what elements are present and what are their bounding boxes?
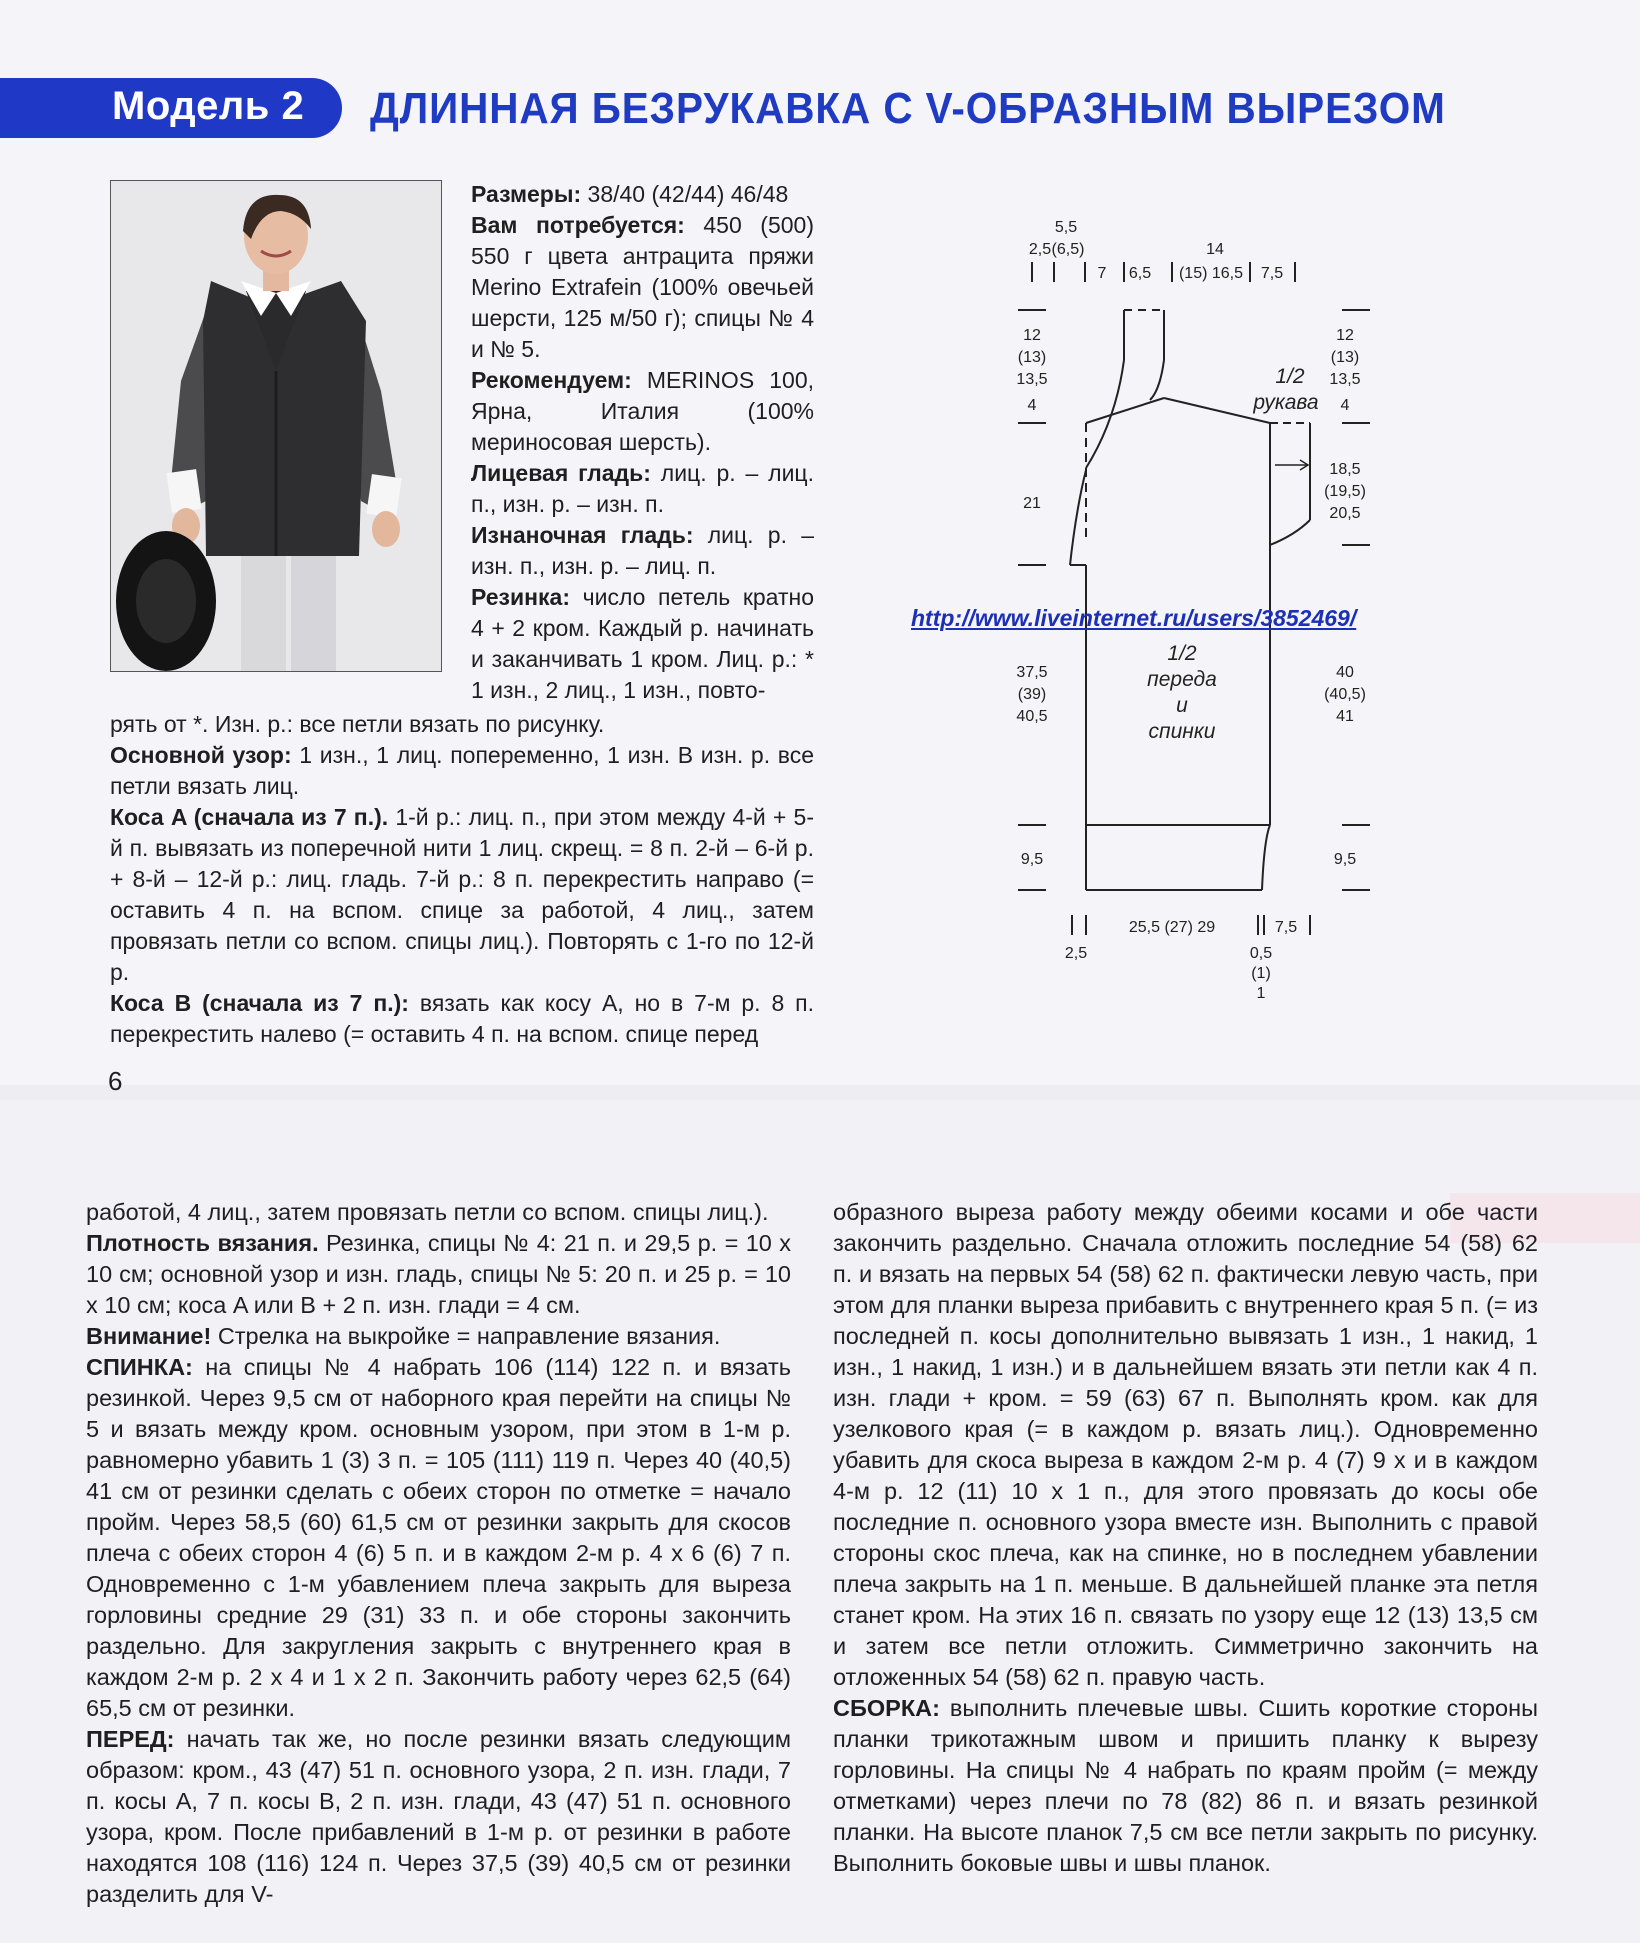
intro-column xyxy=(471,179,814,706)
dim-top-2-5: 2,5 xyxy=(1028,241,1052,258)
front-value: начать так же, но после резинки вязать следующим образом: кром., 43 (47) 51 п. основного узора, 2 п. изн. глади, 7 п. косы A, 7 п. косы B, 2 п. изн. глади, 43 (47) 51 п. основного узора, кром. После прибавлений в 1-м р. от резинки в работе находятся 108 (116) 124 п. Через 37,5 (39) 40,5 см от резинки разделить для V- xyxy=(86,1726,791,1907)
dim-right-20-5: 20,5 xyxy=(1329,505,1361,522)
dim-top-14: 14 xyxy=(1206,241,1224,258)
dim-right-18-5: 18,5 xyxy=(1329,461,1361,478)
back-paragraph xyxy=(86,1352,791,1724)
purl-stitch-value: лиц. р. – изн. п., изн. р. – лиц. п. xyxy=(471,522,814,579)
dim-right-40-5: (40,5) xyxy=(1324,686,1366,703)
dim-top-7: 7 xyxy=(1097,265,1107,282)
attention-value: Стрелка на выкройке = направление вязания. xyxy=(211,1323,721,1349)
dim-right-40: 40 xyxy=(1336,664,1354,681)
dim-right-41: 41 xyxy=(1336,708,1354,725)
body-label-and: и xyxy=(1176,694,1188,717)
density-value: Резинка, спицы № 4: 21 п. и 29,5 р. = 10 x 10 см; основной узор и изн. гладь, спицы № 5: 20 п. и 25 р. = 10 x 10 см; коса A или B + 2 п. изн. глади = 4 см. xyxy=(86,1230,791,1318)
sleeve-label-fraction: 1/2 xyxy=(1275,365,1305,388)
dim-top-7-5: 7,5 xyxy=(1260,265,1284,282)
dim-left-12: 12 xyxy=(1023,327,1041,344)
cable-a-line xyxy=(110,802,814,988)
carryover-line: работой, 4 лиц., затем провязать петли со вспом. спицы лиц.). xyxy=(86,1199,769,1225)
rib-cont-line: рять от *. Изн. р.: все петли вязать по рисунку. xyxy=(110,711,605,737)
dim-right-13-5: 13,5 xyxy=(1329,371,1361,388)
intro-continued xyxy=(110,709,814,1050)
assembly-paragraph xyxy=(833,1693,1538,1879)
model-label: Модель 2 xyxy=(112,84,305,128)
dim-left-39: (39) xyxy=(1017,686,1047,703)
sizes-value: 38/40 (42/44) 46/48 xyxy=(581,181,789,207)
dim-bottom-2-5: 2,5 xyxy=(1064,945,1088,962)
body-label-back: спинки xyxy=(1148,720,1216,743)
attention-paragraph xyxy=(86,1321,791,1352)
dim-right-4: 4 xyxy=(1340,397,1350,414)
main-pattern-line xyxy=(110,740,814,802)
dim-bottom-0-5: 0,5 xyxy=(1249,945,1273,962)
dim-left-13-5: 13,5 xyxy=(1016,371,1048,388)
dim-bottom-1: 1 xyxy=(1256,985,1266,1002)
rib-label: Резинка: xyxy=(471,584,570,610)
dim-left-13: (13) xyxy=(1017,349,1047,366)
need-value: 450 (500) 550 г цвета антрацита пряжи Merino Extrafein (100% овечьей шерсти, 125 м/50 г); спицы № 4 и № 5. xyxy=(471,212,814,362)
recommend-line xyxy=(471,365,814,458)
instructions-right-column xyxy=(833,1197,1538,1879)
dim-left-40-5: 40,5 xyxy=(1016,708,1048,725)
main-pattern-value: 1 изн., 1 лиц. попеременно, 1 изн. В изн. р. все петли вязать лиц. xyxy=(110,742,814,799)
back-value: на спицы № 4 набрать 106 (114) 122 п. и вязать резинкой. Через 9,5 см от наборного края перейти на спицы № 5 и вязать между кром. основным узором, при этом в 1-м р. равномерно убавить 1 (3) 3 п. = 105 (111) 119 п. Через 40 (40,5) 41 см от резинки сделать с обеих сторон по отметке = начало пройм. Через 58,5 (60) 61,5 см от резинки закрыть для скосов плеча с обеих сторон 4 (6) 5 п. и в каждом 2-м р. 4 x 6 (6) 7 п. Одновременно с 1-м убавлением плеча закрыть для выреза горловины средние 29 (31) 33 п. и обе стороны закончить раздельно. Для закругления закрыть с внутреннего края в каждом 2-м р. 2 x 4 и 1 x 2 п. Закончить работу через 62,5 (64) 65,5 см от резинки. xyxy=(86,1354,791,1721)
dim-bottom-1p: (1) xyxy=(1251,965,1271,982)
sizes-line xyxy=(471,179,814,210)
face-stitch-value: лиц. р. – лиц. п., изн. р. – изн. п. xyxy=(471,460,814,517)
dim-right-13: (13) xyxy=(1330,349,1360,366)
dim-right-9-5: 9,5 xyxy=(1333,851,1357,868)
dim-bottom-width: 25,5 (27) 29 xyxy=(1128,919,1216,936)
front-paragraph xyxy=(86,1724,791,1910)
need-line xyxy=(471,210,814,365)
back-label: СПИНКА: xyxy=(86,1354,193,1380)
need-label: Вам потребуется: xyxy=(471,212,685,238)
body-label-fraction: 1/2 xyxy=(1167,642,1197,665)
dim-left-4: 4 xyxy=(1027,397,1037,414)
density-label: Плотность вязания. xyxy=(86,1230,319,1256)
recommend-value: MERINOS 100, Ярна, Италия (100% мериносовая шерсть). xyxy=(471,367,814,455)
face-stitch-label: Лицевая гладь: xyxy=(471,460,651,486)
rib-value: число петель кратно 4 + 2 кром. Каждый р. начинать и заканчивать 1 кром. Лиц. р.: * 1 изн., 2 лиц., 1 изн., повто- xyxy=(471,584,814,703)
dim-left-21: 21 xyxy=(1023,495,1041,512)
rib-line xyxy=(471,582,814,706)
model-photo xyxy=(110,180,442,672)
cable-a-label: Коса A (сначала из 7 п.). xyxy=(110,804,389,830)
dim-left-9-5: 9,5 xyxy=(1020,851,1044,868)
attention-label: Внимание! xyxy=(86,1323,212,1349)
woman-in-vest-illustration xyxy=(111,181,441,671)
cable-b-line xyxy=(110,988,814,1050)
sleeve-label-word: рукава xyxy=(1253,391,1319,414)
front-label: ПЕРЕД: xyxy=(86,1726,175,1752)
main-pattern-label: Основной узор: xyxy=(110,742,292,768)
purl-stitch-label: Изнаночная гладь: xyxy=(471,522,694,548)
source-url[interactable]: http://www.liveinternet.ru/users/3852469/ xyxy=(911,605,1357,631)
cable-a-value: 1-й р.: лиц. п., при этом между 4-й + 5-й п. вывязать из поперечной нити 1 лиц. скрещ. = 8 п. 2-й – 6-й р. + 8-й – 12-й р.: лиц. гладь. 7-й р.: 8 п. перекрестить направо (= оставить 4 п. на вспом. спице за работой, 4 лиц., затем провязать петли со вспом. спицы лиц.). Повторять с 1-го по 12-й р. xyxy=(110,804,814,985)
dim-top-15-16-5: (15) 16,5 xyxy=(1178,265,1244,282)
purl-stitch-line xyxy=(471,520,814,582)
page-number: 6 xyxy=(108,1066,123,1096)
recommend-label: Рекомендуем: xyxy=(471,367,632,393)
assembly-label: СБОРКА: xyxy=(833,1695,940,1721)
dim-right-12: 12 xyxy=(1336,327,1354,344)
sizes-label: Размеры: xyxy=(471,181,582,207)
dim-top-6-5p: (6,5) xyxy=(1051,241,1085,258)
dim-left-37-5: 37,5 xyxy=(1016,664,1048,681)
cable-b-label: Коса B (сначала из 7 п.): xyxy=(110,990,409,1016)
dim-top-5-5: 5,5 xyxy=(1054,219,1078,236)
instructions-left-column xyxy=(86,1197,791,1910)
face-stitch-line xyxy=(471,458,814,520)
density-paragraph xyxy=(86,1228,791,1321)
front-continued-paragraph: образного выреза работу между обеими косами и обе части закончить раздельно. Сначала отложить последние 54 (58) 62 п. и вязать на первых 54 (58) 62 п. фактически левую часть, при этом для планки выреза прибавить с внутреннего края 5 п. (= из последней п. косы дополнительно вывязать 1 изн., 1 накид, 1 изн., 1 накид, 1 изн.) и в дальнейшем вязать эти петли как 4 п. изн. глади + кром. = 59 (63) 67 п. Выполнять кром. как для узелкового края (= в каждом р. вязать лиц.). Одновременно убавить для скоса выреза в каждом 2-м р. 4 (7) 9 x и в каждом 4-м р. 12 (11) 10 x 1 п., для этого провязать до косы обе последние п. основного узора вместе изн. Выполнить с правой стороны скос плеча, как на спинке, но в последнем убавлении плеча закрыть на 1 п. меньше. В дальнейшей планке эта петля станет кром. На этих 16 п. связать по узору еще 12 (13) 13,5 см и затем все петли отложить. Симметрично закончить на отложенных 54 (58) 62 п. правую часть. xyxy=(833,1199,1538,1690)
dim-bottom-7-5: 7,5 xyxy=(1274,919,1298,936)
body-label-front: переда xyxy=(1147,668,1217,691)
page-title: ДЛИННАЯ БЕЗРУКАВКА С V-ОБРАЗНЫМ ВЫРЕЗОМ xyxy=(370,84,1446,133)
dim-top-6-5: 6,5 xyxy=(1128,265,1152,282)
dim-right-19-5: (19,5) xyxy=(1324,483,1366,500)
assembly-value: выполнить плечевые швы. Сшить короткие стороны планки трикотажным швом и пришить планку к вырезу горловины. На спицы № 4 набрать по краям пройм (= между отметками) через плечи по 78 (82) 86 п. и вязать резинкой планки. На высоте планок 7,5 см все петли закрыть по рисунку. Выполнить боковые швы и швы планок. xyxy=(833,1695,1538,1876)
cable-b-value: вязать как косу A, но в 7-м р. 8 п. перекрестить налево (= оставить 4 п. на вспом. спице перед xyxy=(110,990,814,1047)
